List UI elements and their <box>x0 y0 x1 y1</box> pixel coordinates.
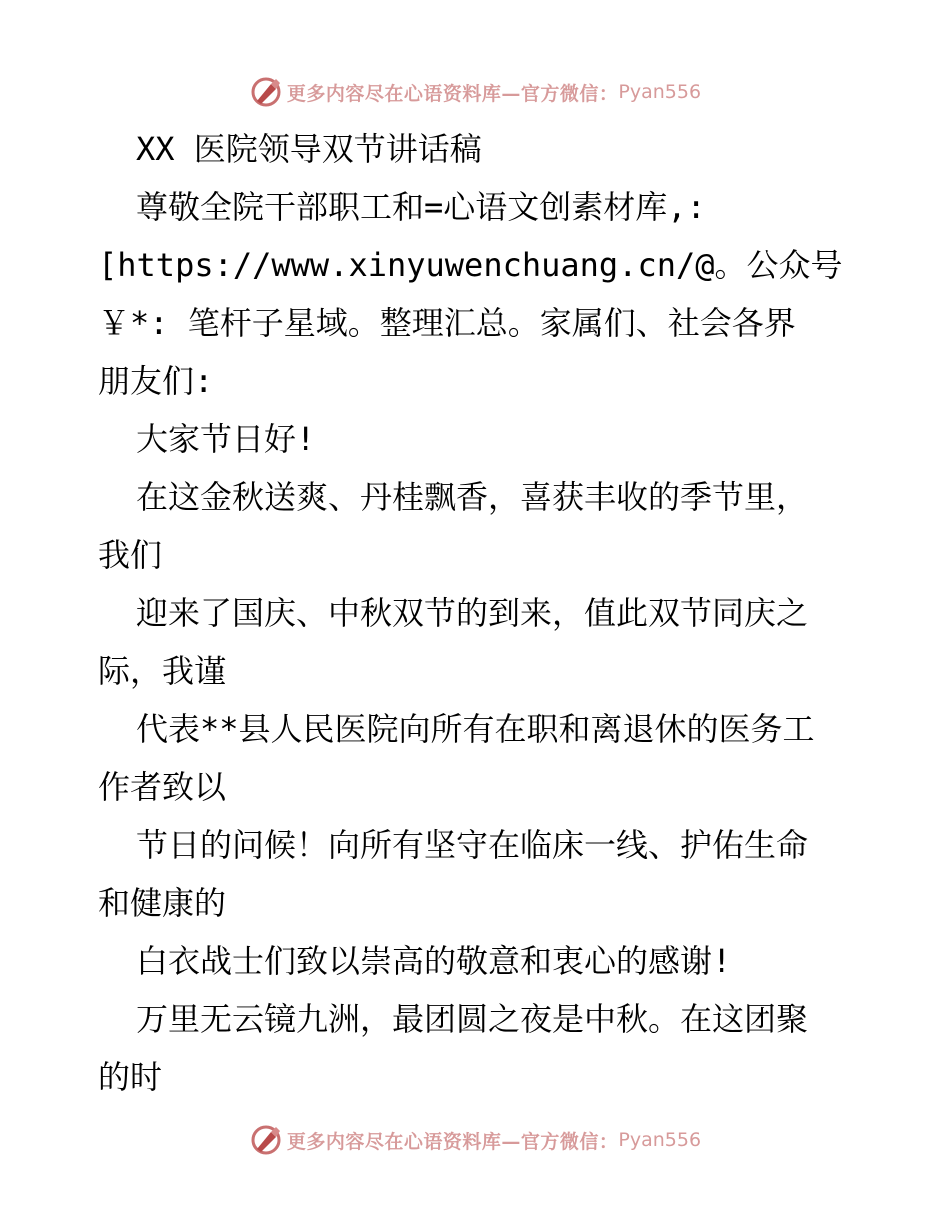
header-banner <box>0 72 950 112</box>
pen-nib-icon <box>249 75 283 109</box>
wechat-id: Pyan556 <box>618 1129 702 1151</box>
text-line: 在这金秋送爽、丹桂飘香，喜获丰收的季节里， <box>136 478 809 516</box>
text-line: 节日的问候！向所有坚守在临床一线、护佑生命 <box>136 826 809 864</box>
text-line: 代表**县人民医院向所有在职和离退休的医务工 <box>136 710 815 748</box>
text-line: 尊敬全院干部职工和=心语文创素材库,: <box>136 188 706 226</box>
document-body <box>98 120 868 1106</box>
text-line: 的时 <box>98 1058 163 1096</box>
banner-text: 更多内容尽在心语资料库—官方微信： <box>286 82 619 105</box>
text-line: 际，我谨 <box>98 652 227 690</box>
banner-text: 更多内容尽在心语资料库—官方微信： <box>286 1130 619 1153</box>
text-line: 朋友们: <box>98 362 214 400</box>
text-line: 我们 <box>98 536 163 574</box>
text-line: 万里无云镜九洲，最团圆之夜是中秋。在这团聚 <box>136 1000 809 1038</box>
text-line: 大家节日好! <box>136 420 316 458</box>
footer-banner <box>0 1120 950 1160</box>
text-line: [https://www.xinyuwenchuang.cn/@。公众号 <box>98 246 843 284</box>
pen-nib-icon <box>249 1123 283 1157</box>
text-line: ￥*: 笔杆子星域。整理汇总。家属们、社会各界 <box>98 304 796 342</box>
document-title: XX 医院领导双节讲话稿 <box>136 130 482 168</box>
text-line: 和健康的 <box>98 884 227 922</box>
wechat-id: Pyan556 <box>618 81 702 103</box>
text-line: 白衣战士们致以崇高的敬意和衷心的感谢! <box>136 942 732 980</box>
text-line: 迎来了国庆、中秋双节的到来，值此双节同庆之 <box>136 594 809 632</box>
text-line: 作者致以 <box>98 768 227 806</box>
